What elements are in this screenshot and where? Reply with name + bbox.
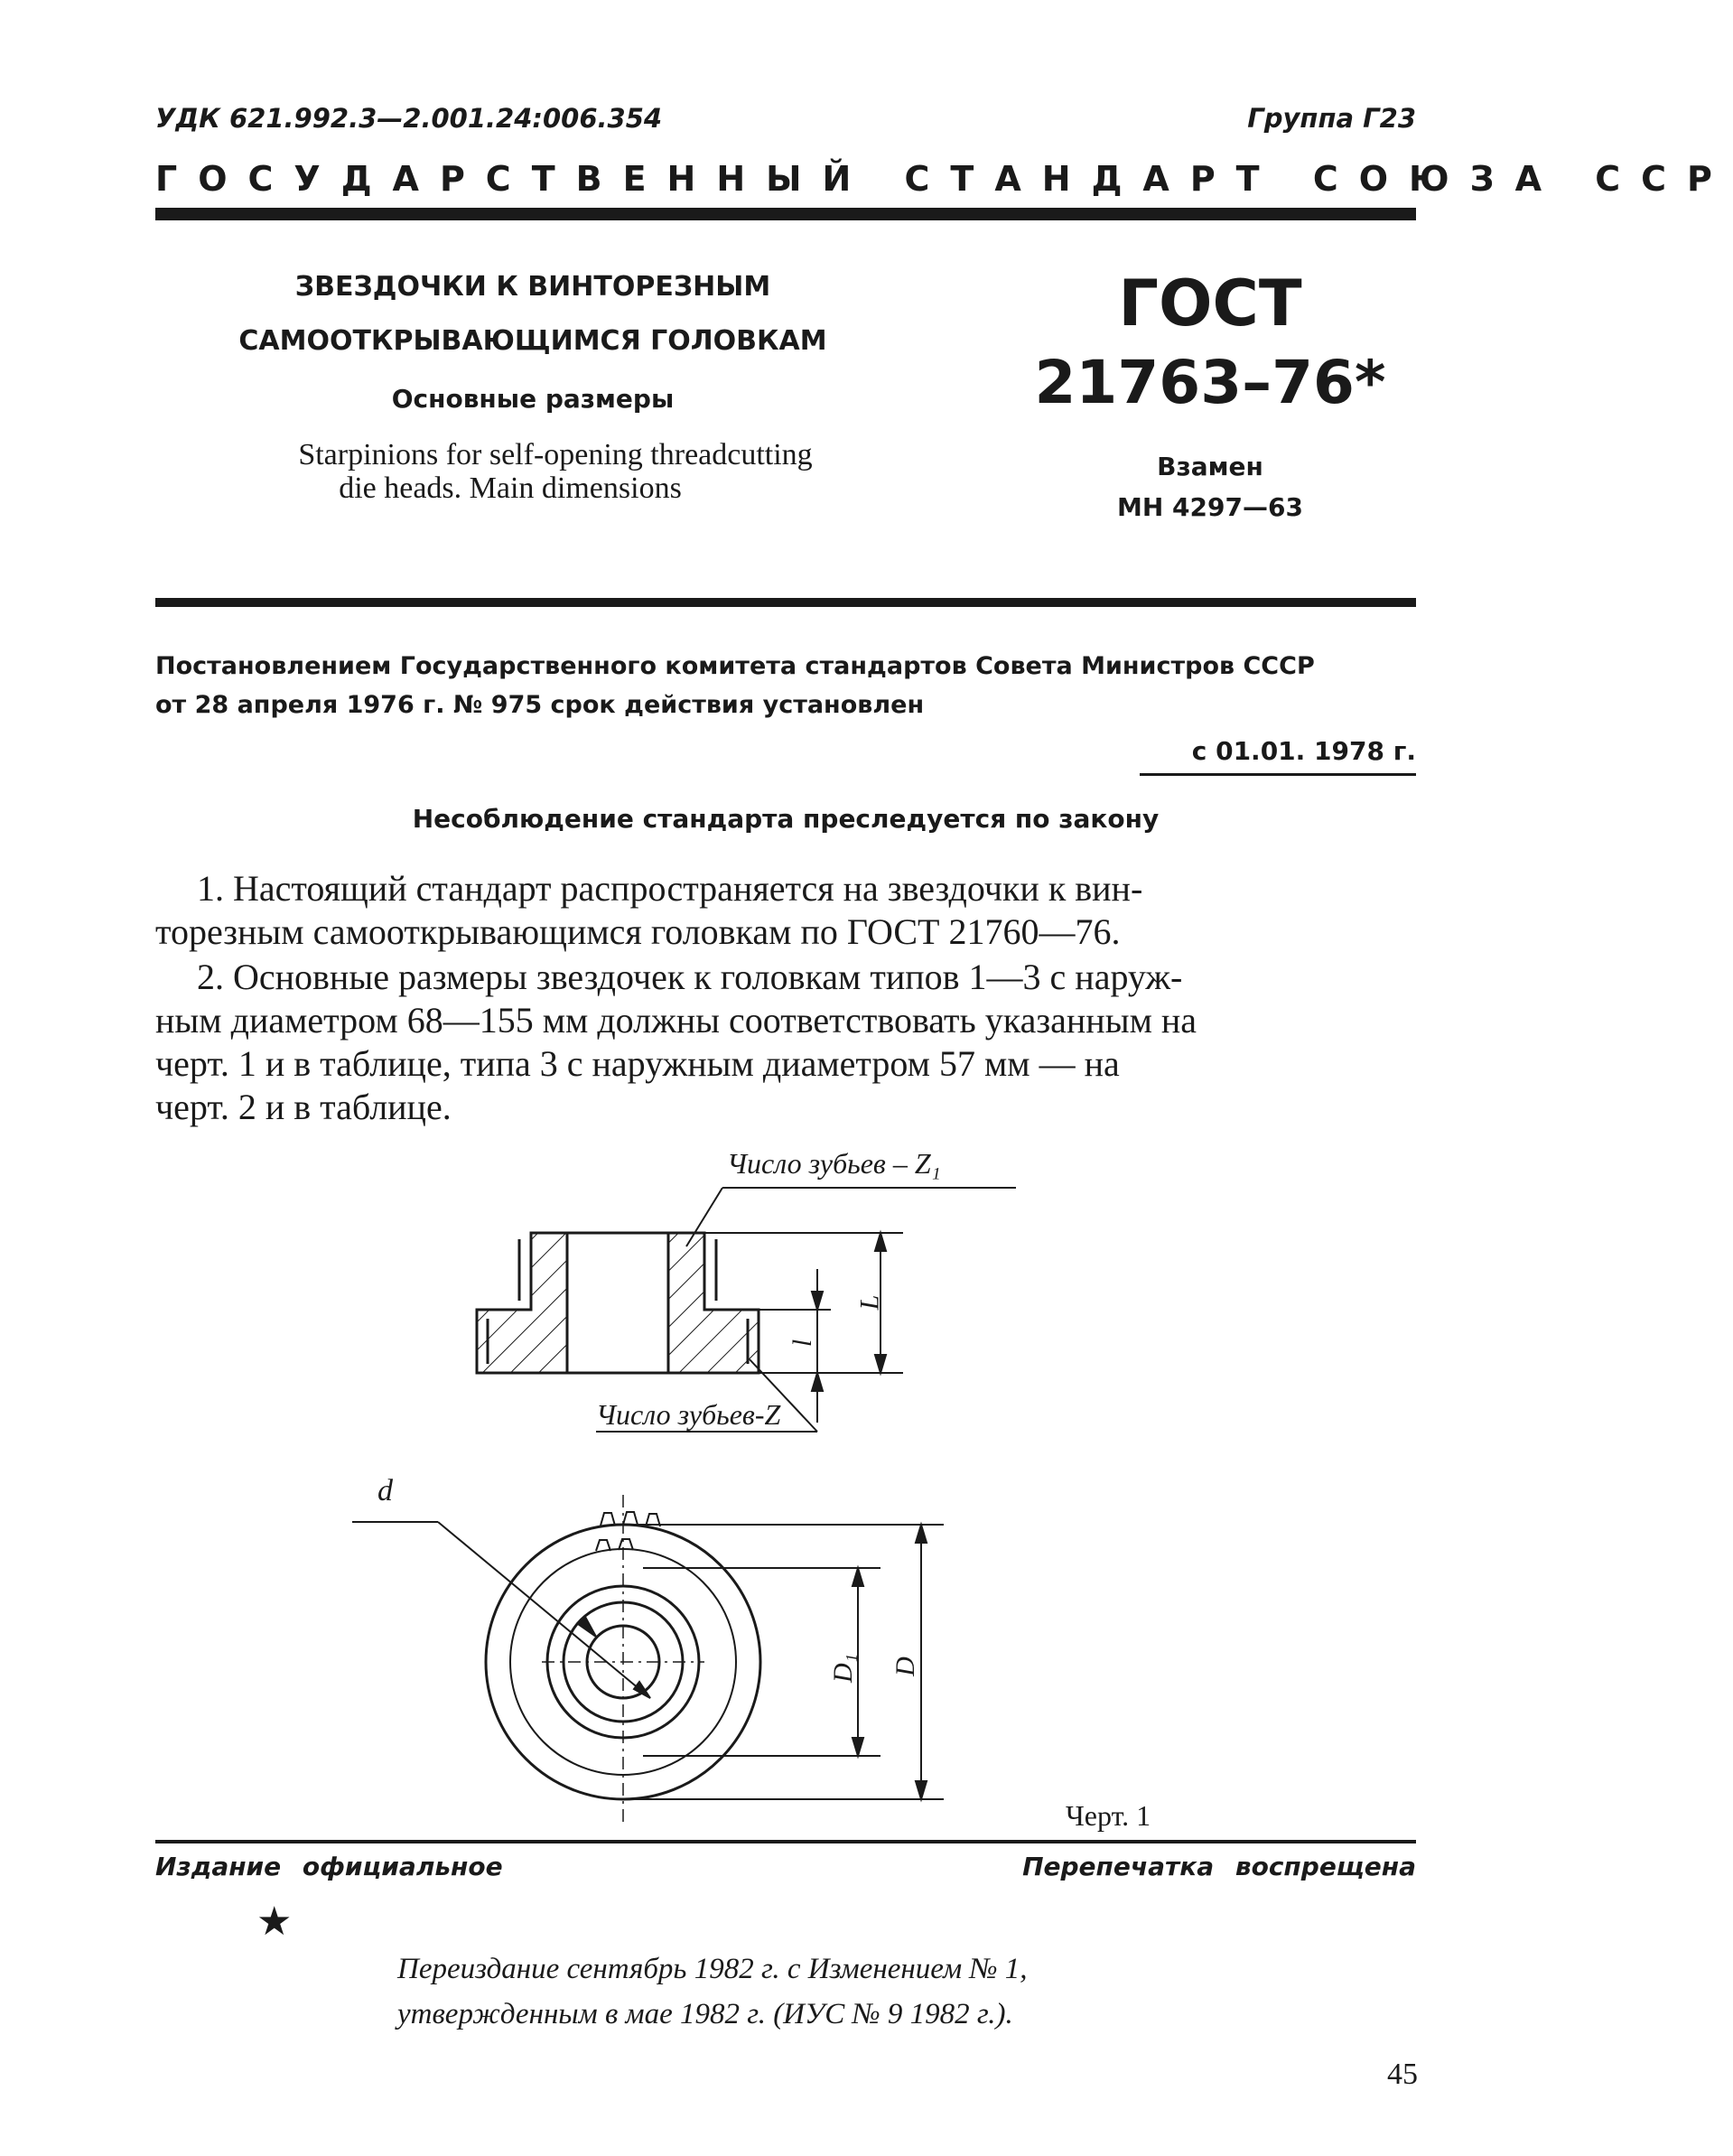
reissue-line2: утвержденным в мае 1982 г. (ИУС № 9 1982 г.).: [397, 1998, 1013, 2030]
gost-number: 21763–76*: [1034, 348, 1386, 417]
english-title-line2: die heads. Main dimensions: [339, 471, 682, 505]
label-L: L: [854, 1294, 885, 1311]
udk-code: УДК 621.992.3—2.001.24:006.354: [155, 103, 663, 134]
page-number: 45: [1387, 2058, 1418, 2091]
label-teeth-z: Число зубьев-Z: [596, 1398, 781, 1431]
replaces-label: Взамен: [1157, 452, 1263, 481]
reprint-prohibited: Перепечатка воспрещена: [1022, 1852, 1416, 1881]
label-D: D: [890, 1657, 920, 1676]
paragraph-1-line2: торезным самооткрывающимся головкам по ГОСТ 21760—76.: [155, 911, 1121, 952]
section-left-half: [477, 1233, 567, 1373]
paragraph-1-line1: 1. Настоящий стандарт распространяется на звездочки к вин-: [197, 868, 1143, 909]
label-teeth-z1: Число зубьев – Z₁: [727, 1147, 941, 1180]
section-right-half: [668, 1233, 759, 1373]
end-view: [486, 1495, 760, 1825]
paragraph-2-line2: ным диаметром 68—155 мм должны соответствовать указанным на: [155, 1000, 1197, 1041]
label-d: d: [377, 1474, 393, 1507]
decree-line2: от 28 апреля 1976 г. № 975 срок действия установлен: [155, 691, 925, 719]
gost-label: ГОСТ: [1118, 266, 1302, 341]
replaces-value: МН 4297—63: [1117, 492, 1303, 522]
star-mark: ★: [256, 1899, 293, 1944]
figure-caption: Черт. 1: [1066, 1799, 1151, 1832]
law-warning: Несоблюдение стандарта преследуется по закону: [412, 804, 1160, 834]
doc-title-line1: ЗВЕЗДОЧКИ К ВИНТОРЕЗНЫМ: [294, 271, 771, 303]
official-edition: Издание официальное: [155, 1852, 503, 1881]
label-D1: D₁: [828, 1653, 859, 1684]
group-code: Группа Г23: [1247, 103, 1416, 134]
label-l: l: [787, 1339, 818, 1348]
doc-title-line2: САМООТКРЫВАЮЩИМСЯ ГОЛОВКАМ: [238, 325, 827, 357]
paragraph-2-line1: 2. Основные размеры звездочек к головкам типов 1—3 с наруж-: [197, 957, 1183, 997]
reissue-line1: Переиздание сентябрь 1982 г. с Изменением № 1,: [397, 1953, 1028, 1985]
section-bore: [567, 1233, 668, 1373]
footer-rule: [155, 1840, 1416, 1843]
paragraph-2-line3: черт. 1 и в таблице, типа 3 с наружным диаметром 57 мм — на: [155, 1043, 1120, 1084]
section-view: [477, 1233, 759, 1373]
english-title-line1: Starpinions for self-opening threadcutting: [298, 438, 813, 471]
paragraph-2-line4: черт. 2 и в таблице.: [155, 1087, 452, 1127]
decree-line1: Постановлением Государственного комитета стандартов Совета Министров СССР: [155, 652, 1315, 680]
doc-subtitle: Основные размеры: [391, 384, 675, 414]
effective-date: с 01.01. 1978 г.: [1191, 736, 1416, 766]
standard-header-title: ГОСУДАРСТВЕННЫЙ СТАНДАРТ СОЮЗА ССР: [155, 159, 1733, 199]
bore-diameter-leader: [352, 1522, 650, 1698]
